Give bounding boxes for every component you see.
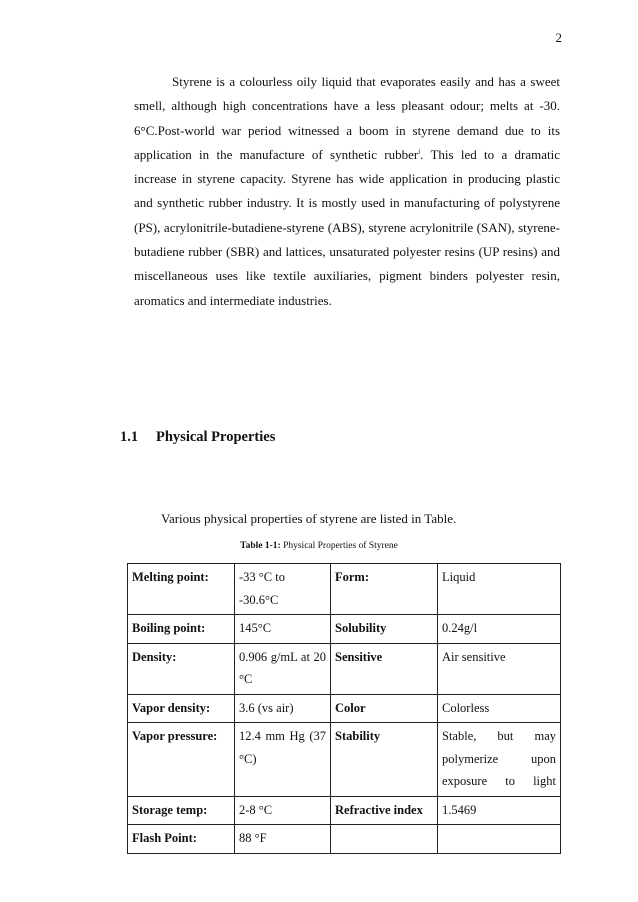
property-name: Color xyxy=(331,694,438,723)
property-value xyxy=(438,825,561,854)
property-name: Vapor density: xyxy=(128,694,235,723)
body-paragraph xyxy=(134,70,560,313)
property-name: Flash Point: xyxy=(128,825,235,854)
property-value: 1.5469 xyxy=(438,796,561,825)
table-row xyxy=(128,723,561,797)
property-value: Liquid xyxy=(438,564,561,615)
table-row xyxy=(128,694,561,723)
property-value: Stable, but may polymerize upon exposure to light xyxy=(438,723,561,797)
property-value: 12.4 mm Hg (37 °C) xyxy=(235,723,331,797)
table-row xyxy=(128,825,561,854)
property-value: 0.24g/l xyxy=(438,615,561,644)
property-value: 0.906 g/mL at 20 °C xyxy=(235,643,331,694)
table-row xyxy=(128,643,561,694)
property-value: 88 °F xyxy=(235,825,331,854)
section-number: 1.1 xyxy=(120,429,139,445)
paragraph-text-part-1: Styrene is a colourless oily liquid that evaporates easily and has a sweet smell, although high concentrations have a less pleasant odour; melts at -30. 6°C.Post-world war period witnessed a boom in styrene demand due to its application in the manufacture of synthetic rubber xyxy=(134,74,560,162)
property-name xyxy=(331,825,438,854)
paragraph-text-part-2: . This led to a dramatic increase in styrene capacity. Styrene has wide application in producing plastic and synthetic rubber industry. It is mostly used in manufacturing of polystyrene (PS), acrylonitrile-butadiene-styrene (ABS), styrene acrylonitrile (SAN), styrene-butadiene rubber (SBR) and lattices, unsaturated polyester resins (UP resins) and miscellaneous uses like textile auxiliaries, pigment binders polyester resin, aromatics and intermediate industries. xyxy=(134,146,560,308)
property-value: 3.6 (vs air) xyxy=(235,694,331,723)
property-value: 145°C xyxy=(235,615,331,644)
property-name: Vapor pressure: xyxy=(128,723,235,797)
table-caption xyxy=(0,541,638,551)
property-name: Density: xyxy=(128,643,235,694)
property-name: Form: xyxy=(331,564,438,615)
section-heading xyxy=(120,429,275,446)
table-row xyxy=(128,564,561,615)
property-name: Stability xyxy=(331,723,438,797)
property-name: Boiling point: xyxy=(128,615,235,644)
property-name: Sensitive xyxy=(331,643,438,694)
physical-properties-table xyxy=(127,563,561,854)
section-title: Physical Properties xyxy=(156,429,276,445)
property-name: Storage temp: xyxy=(128,796,235,825)
table-row xyxy=(128,796,561,825)
property-value: -33 °C to -30.6°C xyxy=(235,564,331,615)
table-caption-label: Table 1-1: xyxy=(240,541,281,551)
footnote-marker[interactable]: i xyxy=(418,147,421,156)
page-number: 2 xyxy=(555,30,562,45)
property-name: Solubility xyxy=(331,615,438,644)
table-caption-text: Physical Properties of Styrene xyxy=(280,541,398,551)
property-value: 2-8 °C xyxy=(235,796,331,825)
property-name: Melting point: xyxy=(128,564,235,615)
property-value: Air sensitive xyxy=(438,643,561,694)
property-name: Refractive index xyxy=(331,796,438,825)
table-intro-text: Various physical properties of styrene are listed in Table. xyxy=(161,511,457,526)
property-value: Colorless xyxy=(438,694,561,723)
table-row xyxy=(128,615,561,644)
